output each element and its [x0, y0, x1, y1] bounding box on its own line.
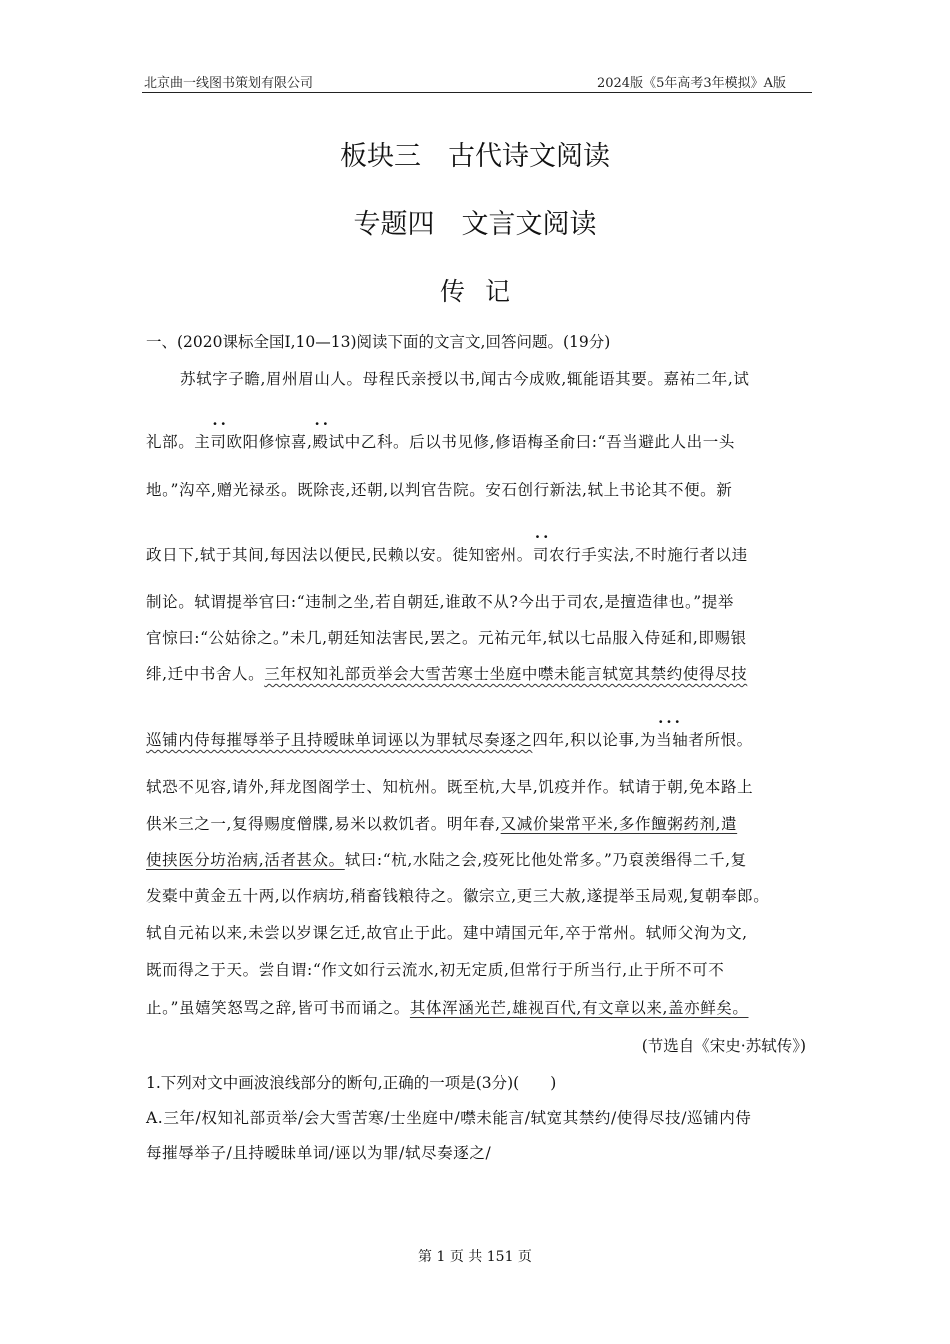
topic-title: 专题四 文言文阅读 [353, 209, 597, 240]
text-run: 欧阳修惊喜, [226, 433, 313, 451]
passage-line: 轼自元祐以来,未尝以岁课乞迁,故官止于此。建中靖国元年,卒于常州。轼师父洵为文, [146, 924, 748, 942]
text-run: 轼曰:“杭,水陆之会,疫死比他处常多。”乃裒羡缗得二千,复 [344, 851, 747, 869]
emphasized-word: · · · 当轴 [656, 731, 688, 749]
passage-line: 发橐中黄金五十两,以作病坊,稍畜钱粮待之。徽宗立,更三大赦,遂提举玉局观,复朝奉郎。 [146, 887, 770, 905]
passage-line: 制论。轼谓提举官曰:“违制之坐,若自朝廷,谁敢不从?今出于司农,是擅造律也。”提举 [146, 593, 735, 611]
text-run: 政日下,轼于其间,每因法以便民,民赖以安。徙知密州。 [146, 546, 533, 564]
text-run: 四年,积以论事,为 [532, 731, 657, 749]
text-run: 者所恨。 [688, 731, 753, 749]
question-1-option-a: A.三年/权知礼部贡举/会大雪苦寒/士坐庭中/噤未能言/轼宽其禁约/使得尽技/巡铺内侍 [146, 1109, 752, 1127]
passage-line [146, 812, 737, 834]
passage-line [146, 848, 747, 870]
passage-line [146, 662, 747, 684]
emphasized-word: · · 司 [210, 433, 226, 451]
wavy-underlined-text: 巡铺内侍每摧辱举子且持暧昧单词诬以为罪轼尽奏逐之 [146, 731, 533, 749]
subtitle: 传记 [439, 277, 530, 306]
text-run: 绯,迁中书舍人。 [146, 665, 265, 683]
question-intro: 一、(2020课标全国Ⅰ,10—13)阅读下面的文言文,回答问题。(19分) [146, 333, 611, 351]
passage-source: (节选自《宋史·苏轼传》) [641, 1037, 806, 1055]
text-run: 供米三之一,复得赐度僧牒,易米以救饥者。明年春, [146, 815, 501, 833]
publisher-name: 北京曲一线图书策划有限公司 [144, 76, 314, 91]
underlined-text: 其体浑涵光芒,雄视百代,有文章以来,盖亦鲜矣。 [409, 999, 749, 1017]
text-run: 礼部。主 [146, 433, 211, 451]
text-run: 止。”虽嬉笑怒骂之辞,皆可书而诵之。 [146, 999, 410, 1017]
text-run: 农行手实法,不时施行者以违 [549, 546, 748, 564]
question-1-option-a-cont: 每摧辱举子/且持暧昧单词/诬以为罪/轼尽奏逐之/ [146, 1144, 492, 1162]
passage-line: 既而得之于天。尝自谓:“作文如行云流水,初无定质,但常行于所当行,止于所不可不 [146, 961, 725, 979]
page-footer: 第 1 页 共 151 页 [418, 1249, 532, 1265]
page-header [142, 72, 812, 93]
section-title: 板块三 古代诗文阅读 [340, 141, 610, 172]
passage-line [146, 430, 735, 452]
underlined-text: 使挟医分坊治病,活者甚众。 [146, 851, 345, 869]
passage-line [146, 996, 749, 1018]
emphasized-word: · · 司 [533, 546, 549, 564]
passage-line: 苏轼字子瞻,眉州眉山人。母程氏亲授以书,闻古今成败,辄能语其要。嘉祐二年,试 [180, 370, 750, 388]
wavy-underlined-text: 三年权知礼部贡举会大雪苦寒士坐庭中噤未能言轼宽其禁约使得尽技 [264, 665, 748, 683]
passage-line: 官惊曰:“公姑徐之。”未几,朝廷知法害民,罢之。元祐元年,轼以七品服入侍延和,即赐银 [146, 629, 747, 647]
passage-line [146, 728, 753, 750]
passage-line: 地。”沟卒,赠光禄丞。既除丧,还朝,以判官告院。安石创行新法,轼上书论其不便。新 [146, 481, 733, 499]
passage-line: 轼恐不见容,请外,拜龙图阁学士、知杭州。既至杭,大旱,饥疫并作。轼请于朝,免本路上 [146, 778, 754, 796]
text-run: 试中乙科。后以书见修,修语梅圣俞曰:“吾当避此人出一头 [328, 433, 735, 451]
passage-line [146, 543, 748, 565]
emphasized-word: · · 殿 [313, 433, 329, 451]
question-1-stem: 1.下列对文中画波浪线部分的断句,正确的一项是(3分)( ) [146, 1074, 557, 1092]
underlined-text: 又减价粜常平米,多作饘粥药剂,遣 [500, 815, 738, 833]
book-edition: 2024版《5年高考3年模拟》A版 [596, 76, 786, 91]
